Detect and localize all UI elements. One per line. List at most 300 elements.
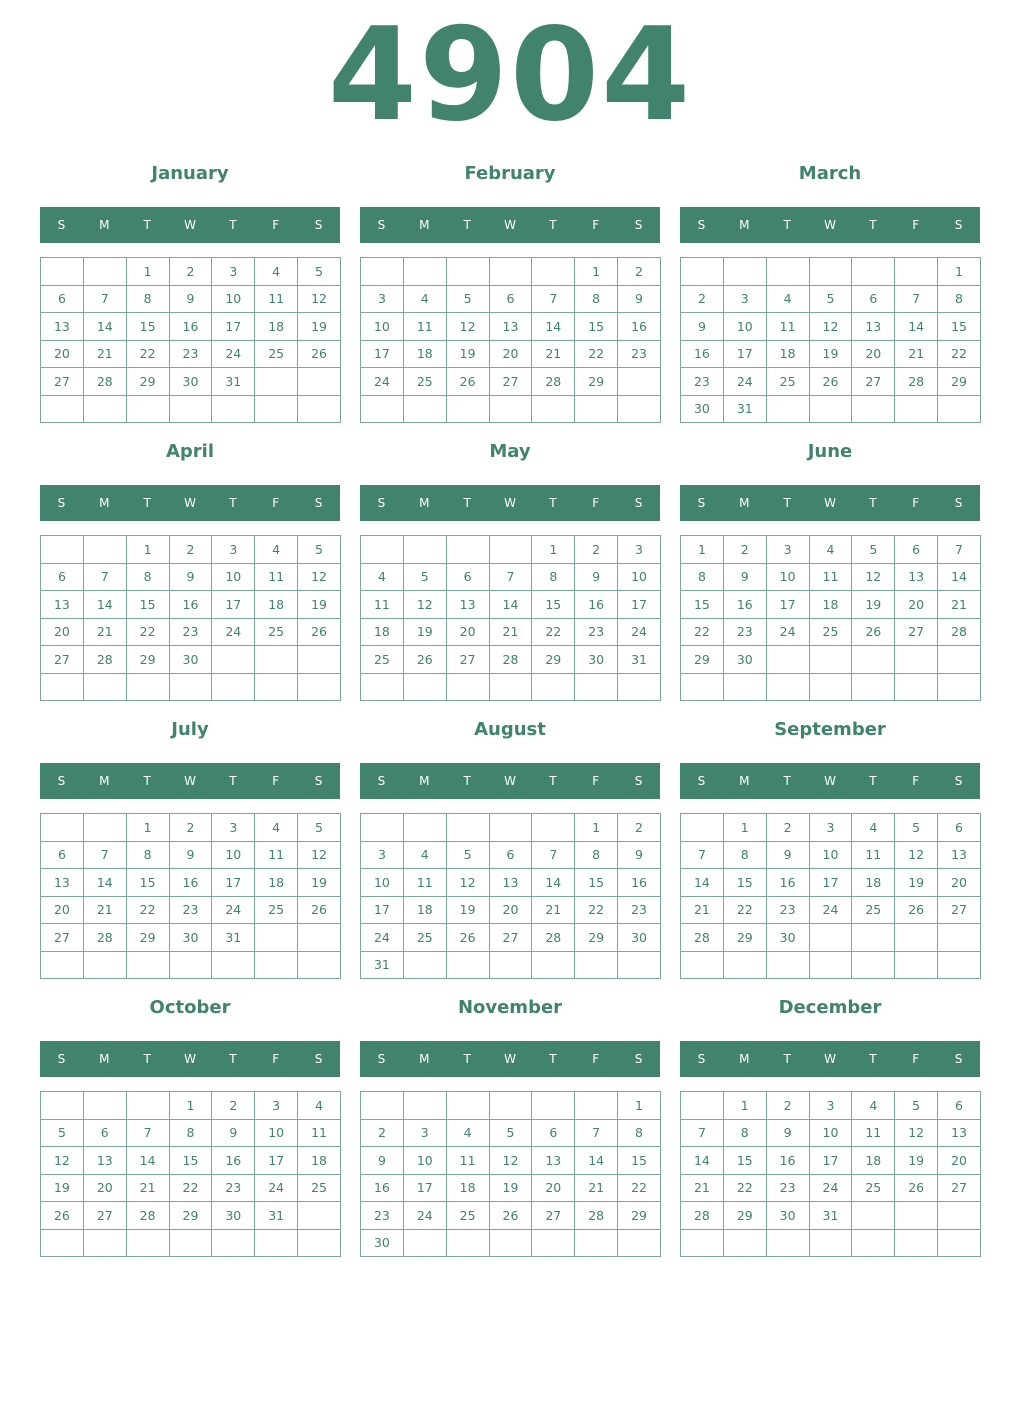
weekday-label: S <box>697 1052 706 1066</box>
day-grid <box>360 257 661 423</box>
day-cell: 8 <box>723 841 766 869</box>
month-name: August <box>474 719 546 740</box>
day-cell: 15 <box>618 1147 661 1175</box>
week-row <box>681 1202 981 1230</box>
weekday-label: S <box>697 774 706 788</box>
months-grid <box>40 155 980 1267</box>
day-cell: 22 <box>126 340 169 368</box>
day-cell <box>852 1202 895 1230</box>
weekday-label: S <box>634 774 643 788</box>
day-cell <box>532 258 575 286</box>
week-row <box>681 869 981 897</box>
month-february <box>360 155 660 433</box>
day-cell: 1 <box>126 814 169 842</box>
day-cell <box>575 395 618 423</box>
month-march <box>680 155 980 433</box>
day-cell: 12 <box>298 285 341 313</box>
day-cell: 4 <box>298 1092 341 1120</box>
day-cell: 16 <box>169 591 212 619</box>
week-row <box>41 285 341 313</box>
weekday-label: T <box>143 1052 151 1066</box>
day-cell: 29 <box>681 646 724 674</box>
day-cell: 3 <box>361 285 404 313</box>
day-cell: 30 <box>766 924 809 952</box>
week-row <box>681 258 981 286</box>
day-cell <box>83 258 126 286</box>
week-row <box>681 536 981 564</box>
week-row <box>361 258 661 286</box>
day-cell <box>446 814 489 842</box>
day-cell: 5 <box>895 1092 938 1120</box>
weekday-label: T <box>549 774 557 788</box>
day-cell <box>681 951 724 979</box>
day-cell: 5 <box>298 258 341 286</box>
day-cell: 29 <box>169 1202 212 1230</box>
weekday-label: S <box>697 496 706 510</box>
day-cell <box>403 536 446 564</box>
day-cell: 27 <box>41 368 84 396</box>
day-cell: 22 <box>575 340 618 368</box>
weekday-label: T <box>869 774 877 788</box>
day-cell: 16 <box>766 869 809 897</box>
day-cell: 27 <box>852 368 895 396</box>
day-cell: 21 <box>681 896 724 924</box>
day-cell: 15 <box>532 591 575 619</box>
day-cell: 2 <box>169 536 212 564</box>
day-cell: 21 <box>83 340 126 368</box>
day-cell <box>575 1092 618 1120</box>
day-cell: 25 <box>403 924 446 952</box>
day-cell <box>618 368 661 396</box>
day-cell: 27 <box>489 924 532 952</box>
month-name: March <box>798 163 862 184</box>
weekday-label: W <box>824 496 836 510</box>
day-cell: 13 <box>83 1147 126 1175</box>
day-cell <box>403 1229 446 1257</box>
weekday-label: S <box>634 218 643 232</box>
day-cell: 29 <box>126 368 169 396</box>
week-row <box>361 536 661 564</box>
day-cell <box>403 951 446 979</box>
week-row <box>361 1147 661 1175</box>
day-cell: 23 <box>169 340 212 368</box>
day-cell: 15 <box>126 591 169 619</box>
day-cell <box>361 673 404 701</box>
day-cell: 11 <box>809 563 852 591</box>
day-cell: 25 <box>852 1174 895 1202</box>
day-cell: 7 <box>681 1119 724 1147</box>
day-cell: 12 <box>298 563 341 591</box>
day-cell <box>169 1229 212 1257</box>
day-cell: 18 <box>852 869 895 897</box>
day-cell: 3 <box>403 1119 446 1147</box>
day-cell: 12 <box>895 1119 938 1147</box>
weekday-label: W <box>824 774 836 788</box>
day-cell <box>255 646 298 674</box>
day-cell: 28 <box>532 368 575 396</box>
day-cell: 26 <box>446 368 489 396</box>
day-cell <box>809 673 852 701</box>
day-cell: 16 <box>169 313 212 341</box>
day-cell: 5 <box>403 563 446 591</box>
weekday-label: M <box>419 774 430 788</box>
day-cell <box>255 951 298 979</box>
weekday-label: T <box>783 218 791 232</box>
day-cell <box>41 814 84 842</box>
week-row <box>41 1202 341 1230</box>
day-cell: 3 <box>809 1092 852 1120</box>
day-cell: 6 <box>83 1119 126 1147</box>
day-cell: 2 <box>723 536 766 564</box>
day-cell: 1 <box>681 536 724 564</box>
month-name: June <box>807 441 853 462</box>
day-cell: 17 <box>723 340 766 368</box>
day-cell: 21 <box>532 340 575 368</box>
day-cell <box>852 924 895 952</box>
day-cell: 21 <box>126 1174 169 1202</box>
week-row <box>681 340 981 368</box>
day-cell <box>361 1092 404 1120</box>
day-cell: 17 <box>212 313 255 341</box>
day-cell: 22 <box>681 618 724 646</box>
day-cell: 17 <box>809 1147 852 1175</box>
day-cell: 7 <box>532 841 575 869</box>
day-cell: 27 <box>895 618 938 646</box>
day-cell: 7 <box>895 285 938 313</box>
day-cell: 30 <box>169 646 212 674</box>
week-row <box>361 340 661 368</box>
month-name: September <box>774 719 886 740</box>
day-cell: 14 <box>83 869 126 897</box>
day-cell <box>809 395 852 423</box>
day-cell: 10 <box>212 563 255 591</box>
week-row <box>361 841 661 869</box>
weekday-label: T <box>463 774 471 788</box>
day-cell: 8 <box>723 1119 766 1147</box>
day-cell: 2 <box>575 536 618 564</box>
week-row <box>41 951 341 979</box>
day-cell: 14 <box>532 869 575 897</box>
week-row <box>681 368 981 396</box>
day-cell: 13 <box>41 591 84 619</box>
day-cell: 15 <box>723 1147 766 1175</box>
day-cell: 4 <box>446 1119 489 1147</box>
day-cell: 29 <box>126 924 169 952</box>
day-cell <box>446 1092 489 1120</box>
month-may <box>360 433 660 711</box>
weekday-label: T <box>549 218 557 232</box>
weekday-label: F <box>912 218 920 232</box>
day-cell <box>126 951 169 979</box>
day-cell: 1 <box>723 1092 766 1120</box>
week-row <box>41 646 341 674</box>
day-cell: 16 <box>169 869 212 897</box>
day-grid <box>40 257 341 423</box>
weekday-label: T <box>783 774 791 788</box>
day-cell: 27 <box>83 1202 126 1230</box>
day-cell: 14 <box>489 591 532 619</box>
day-cell: 11 <box>852 1119 895 1147</box>
weekday-header <box>360 763 660 799</box>
day-cell <box>446 258 489 286</box>
week-row <box>41 1092 341 1120</box>
day-cell: 13 <box>532 1147 575 1175</box>
day-cell <box>532 395 575 423</box>
day-cell: 18 <box>255 591 298 619</box>
day-cell: 31 <box>212 924 255 952</box>
day-grid <box>680 257 981 423</box>
day-cell: 2 <box>766 1092 809 1120</box>
day-cell: 7 <box>126 1119 169 1147</box>
day-cell: 3 <box>618 536 661 564</box>
day-cell: 15 <box>575 869 618 897</box>
day-cell: 1 <box>126 536 169 564</box>
day-cell: 19 <box>809 340 852 368</box>
weekday-header <box>40 763 340 799</box>
day-cell: 25 <box>809 618 852 646</box>
day-cell: 12 <box>446 869 489 897</box>
month-july <box>40 711 340 989</box>
day-cell: 25 <box>852 896 895 924</box>
day-cell: 3 <box>212 258 255 286</box>
day-cell: 5 <box>809 285 852 313</box>
day-cell <box>809 951 852 979</box>
week-row <box>681 896 981 924</box>
day-cell: 24 <box>361 924 404 952</box>
day-cell <box>169 951 212 979</box>
weekday-label: M <box>99 218 110 232</box>
weekday-label: T <box>463 496 471 510</box>
day-cell: 6 <box>895 536 938 564</box>
day-cell: 7 <box>83 285 126 313</box>
day-cell: 31 <box>618 646 661 674</box>
week-row <box>41 563 341 591</box>
weekday-header <box>40 207 340 243</box>
day-cell <box>126 1092 169 1120</box>
day-cell: 22 <box>169 1174 212 1202</box>
day-cell: 16 <box>618 313 661 341</box>
weekday-label: M <box>739 218 750 232</box>
day-cell <box>852 395 895 423</box>
day-cell: 22 <box>938 340 981 368</box>
week-row <box>681 1092 981 1120</box>
weekday-label: F <box>592 496 600 510</box>
weekday-label: T <box>463 218 471 232</box>
day-cell: 5 <box>895 814 938 842</box>
day-cell: 27 <box>41 924 84 952</box>
weekday-label: M <box>99 774 110 788</box>
day-cell: 11 <box>852 841 895 869</box>
day-cell: 5 <box>489 1119 532 1147</box>
day-cell: 29 <box>938 368 981 396</box>
day-cell: 21 <box>532 896 575 924</box>
weekday-label: F <box>272 496 280 510</box>
day-cell <box>212 646 255 674</box>
day-cell: 11 <box>255 841 298 869</box>
day-cell: 18 <box>809 591 852 619</box>
weekday-label: M <box>99 496 110 510</box>
day-cell <box>446 395 489 423</box>
day-cell: 11 <box>255 285 298 313</box>
day-cell: 28 <box>681 924 724 952</box>
day-cell <box>255 1229 298 1257</box>
week-row <box>361 896 661 924</box>
week-row <box>41 1174 341 1202</box>
day-cell: 2 <box>212 1092 255 1120</box>
day-cell: 7 <box>575 1119 618 1147</box>
weekday-header <box>360 485 660 521</box>
day-cell: 14 <box>575 1147 618 1175</box>
day-cell: 9 <box>212 1119 255 1147</box>
week-row <box>361 591 661 619</box>
weekday-label: W <box>184 218 196 232</box>
day-cell: 27 <box>489 368 532 396</box>
weekday-label: F <box>592 774 600 788</box>
day-cell: 7 <box>83 841 126 869</box>
day-cell <box>618 673 661 701</box>
weekday-label: T <box>143 774 151 788</box>
day-cell: 8 <box>532 563 575 591</box>
day-cell: 19 <box>895 869 938 897</box>
month-name: May <box>489 441 531 462</box>
week-row <box>681 951 981 979</box>
day-cell: 18 <box>766 340 809 368</box>
day-cell: 2 <box>766 814 809 842</box>
week-row <box>361 1174 661 1202</box>
day-cell: 11 <box>403 313 446 341</box>
day-cell: 24 <box>255 1174 298 1202</box>
week-row <box>361 1202 661 1230</box>
day-cell <box>446 951 489 979</box>
day-cell: 19 <box>403 618 446 646</box>
day-cell: 9 <box>169 563 212 591</box>
day-cell <box>723 1229 766 1257</box>
day-cell: 3 <box>212 536 255 564</box>
day-cell: 28 <box>681 1202 724 1230</box>
week-row <box>41 368 341 396</box>
day-cell: 15 <box>723 869 766 897</box>
day-cell: 4 <box>255 536 298 564</box>
day-cell: 1 <box>532 536 575 564</box>
day-cell <box>255 673 298 701</box>
day-cell <box>766 395 809 423</box>
day-cell: 19 <box>298 591 341 619</box>
week-row <box>681 313 981 341</box>
day-cell: 30 <box>169 924 212 952</box>
day-cell: 8 <box>938 285 981 313</box>
day-cell: 10 <box>361 313 404 341</box>
weekday-label: S <box>377 218 386 232</box>
day-cell: 7 <box>532 285 575 313</box>
week-row <box>41 1147 341 1175</box>
day-cell: 30 <box>723 646 766 674</box>
day-cell: 7 <box>489 563 532 591</box>
day-cell: 28 <box>489 646 532 674</box>
day-cell: 10 <box>809 1119 852 1147</box>
week-row <box>361 285 661 313</box>
week-row <box>361 814 661 842</box>
weekday-label: W <box>504 218 516 232</box>
day-cell <box>895 395 938 423</box>
day-cell: 10 <box>255 1119 298 1147</box>
day-cell: 18 <box>403 340 446 368</box>
day-cell: 25 <box>361 646 404 674</box>
day-cell: 24 <box>212 618 255 646</box>
month-name: February <box>464 163 556 184</box>
day-cell: 23 <box>212 1174 255 1202</box>
day-cell <box>532 951 575 979</box>
day-cell: 27 <box>446 646 489 674</box>
day-cell <box>532 1092 575 1120</box>
day-cell: 10 <box>766 563 809 591</box>
day-grid <box>40 535 341 701</box>
day-cell: 1 <box>169 1092 212 1120</box>
day-cell <box>895 646 938 674</box>
day-cell: 23 <box>361 1202 404 1230</box>
day-cell: 26 <box>489 1202 532 1230</box>
day-cell: 25 <box>766 368 809 396</box>
weekday-header <box>40 1041 340 1077</box>
week-row <box>681 1229 981 1257</box>
day-cell: 8 <box>681 563 724 591</box>
day-cell: 18 <box>852 1147 895 1175</box>
day-cell <box>938 1202 981 1230</box>
weekday-label: T <box>229 218 237 232</box>
day-cell <box>575 951 618 979</box>
day-cell: 23 <box>169 896 212 924</box>
day-cell: 10 <box>212 285 255 313</box>
day-cell: 10 <box>361 869 404 897</box>
day-cell: 10 <box>618 563 661 591</box>
day-cell: 15 <box>126 869 169 897</box>
day-cell <box>298 395 341 423</box>
weekday-label: T <box>463 1052 471 1066</box>
day-cell: 2 <box>681 285 724 313</box>
day-cell: 5 <box>298 814 341 842</box>
day-cell <box>41 1229 84 1257</box>
day-cell: 30 <box>212 1202 255 1230</box>
day-cell: 1 <box>618 1092 661 1120</box>
day-cell: 31 <box>212 368 255 396</box>
day-cell <box>83 951 126 979</box>
day-cell: 20 <box>895 591 938 619</box>
week-row <box>681 673 981 701</box>
weekday-label: W <box>824 218 836 232</box>
day-cell: 3 <box>255 1092 298 1120</box>
day-cell <box>895 924 938 952</box>
weekday-label: M <box>99 1052 110 1066</box>
week-row <box>361 869 661 897</box>
day-cell <box>723 258 766 286</box>
day-grid <box>360 813 661 979</box>
day-cell: 5 <box>446 285 489 313</box>
day-cell <box>809 924 852 952</box>
day-cell <box>809 1229 852 1257</box>
month-name: October <box>149 997 231 1018</box>
day-cell <box>83 1229 126 1257</box>
day-cell <box>489 395 532 423</box>
day-cell: 30 <box>361 1229 404 1257</box>
day-cell: 13 <box>852 313 895 341</box>
day-cell <box>681 673 724 701</box>
day-cell: 20 <box>489 896 532 924</box>
day-cell: 28 <box>126 1202 169 1230</box>
weekday-label: S <box>634 496 643 510</box>
weekday-label: F <box>272 218 280 232</box>
day-cell: 14 <box>126 1147 169 1175</box>
day-cell <box>361 536 404 564</box>
day-cell <box>766 646 809 674</box>
